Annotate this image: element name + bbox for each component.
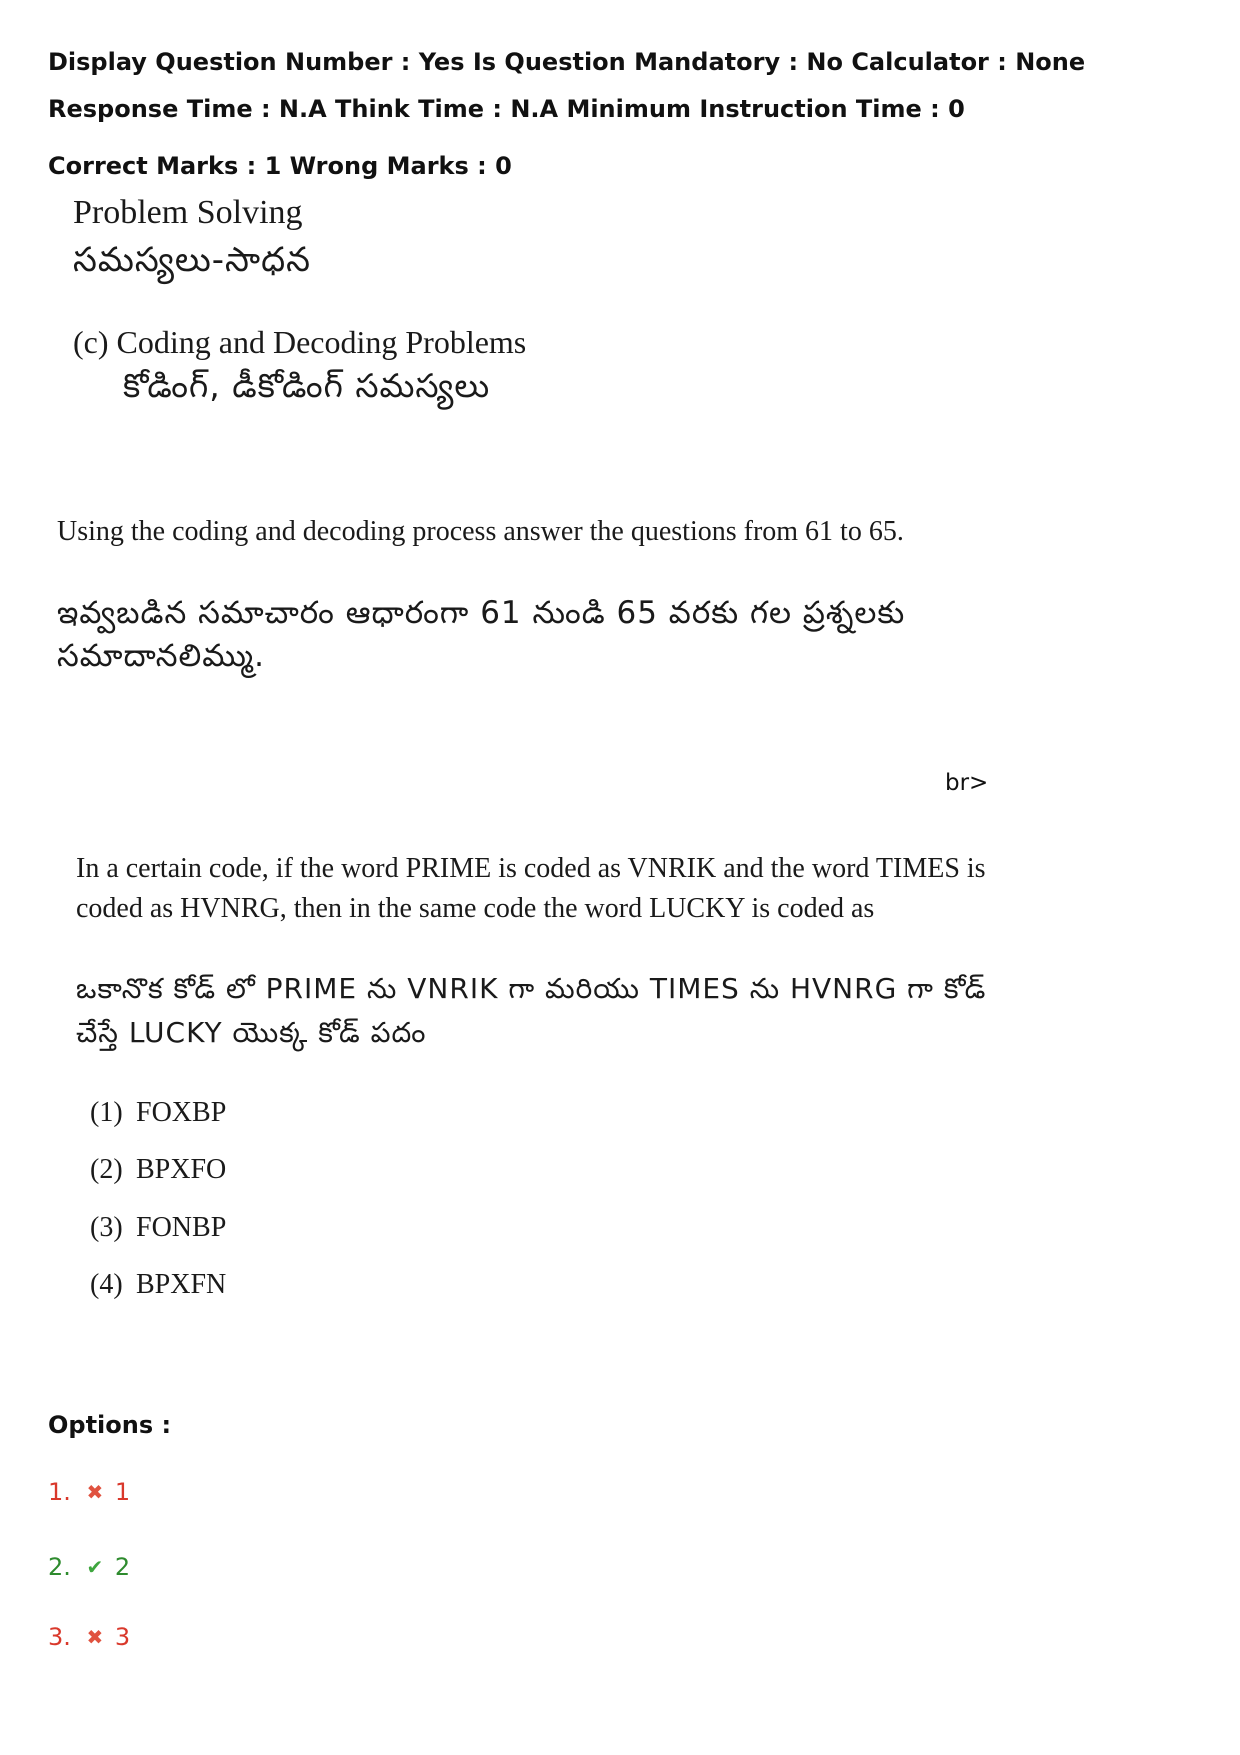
- choice-3: (3) FONBP: [90, 1212, 227, 1243]
- option-3[interactable]: 3. ✖ 3: [48, 1623, 131, 1651]
- choice-2: (2) BPXFO: [90, 1154, 227, 1185]
- section-title-te: సమస్యలు-సాధన: [73, 240, 311, 280]
- option-1[interactable]: 1. ✖ 1: [48, 1478, 131, 1506]
- question-meta: Display Question Number : Yes Is Question Mandatory : No Calculator : None Response Time : N.A Think Time : N.A Minimum Instruction Time : 0: [48, 48, 1086, 123]
- instruction-te-line1: ఇవ్వబడిన సమాచారం ఆధారంగా 61 నుండి 65 వరకు గల ప్రశ్నలకు: [57, 595, 906, 631]
- instruction-en: Using the coding and decoding process answer the questions from 61 to 65.: [57, 516, 904, 547]
- cross-icon: ✖: [86, 1480, 104, 1504]
- question-stem-te-line1: ఒకానొక కోడ్ లో PRIME ను VNRIK గా మరియు TIMES ను HVNRG గా కోడ్: [76, 972, 987, 1005]
- choice-1: (1) FOXBP: [90, 1097, 227, 1128]
- question-stem-en-line2: coded as HVNRG, then in the same code the word LUCKY is coded as: [76, 893, 875, 924]
- marks-info: Correct Marks : 1 Wrong Marks : 0: [48, 152, 512, 180]
- section-title-en: Problem Solving: [73, 194, 303, 231]
- question-stem-en-line1: In a certain code, if the word PRIME is coded as VNRIK and the word TIMES is: [76, 853, 986, 884]
- question-stem-te-line2: చేస్తే LUCKY యొక్క కోడ్ పదం: [76, 1016, 427, 1049]
- subsection-title-te: కోడింగ్, డీకోడింగ్ సమస్యలు: [123, 366, 491, 405]
- instruction-te-line2: సమాదానలిమ్ము.: [57, 638, 265, 674]
- subsection-title-en: (c) Coding and Decoding Problems: [73, 324, 527, 360]
- cross-icon: ✖: [86, 1625, 104, 1649]
- options-title: Options :: [48, 1411, 172, 1439]
- check-icon: ✔: [86, 1555, 104, 1579]
- option-2[interactable]: 2. ✔ 2: [48, 1553, 131, 1581]
- choice-4: (4) BPXFN: [90, 1269, 227, 1300]
- stray-markup-text: br>: [945, 770, 989, 796]
